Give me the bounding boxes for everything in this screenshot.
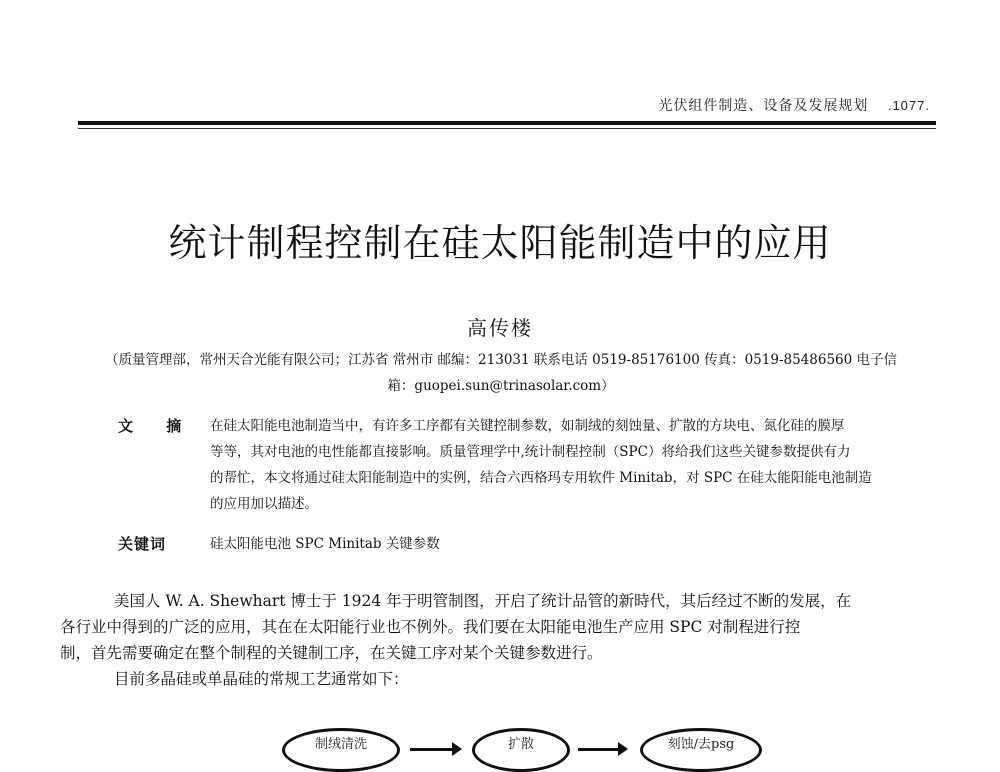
body-line: 目前多晶硅或单晶硅的常规工艺通常如下： — [114, 670, 409, 688]
flow-arrow — [578, 748, 620, 751]
flow-step-etching: 刻蚀/去psg — [640, 728, 762, 772]
affiliation-line-1: （质量管理部，常州天合光能有限公司；江苏省 常州市 邮编：213031 联系电话 0519-85176100 传真：0519-85486560 电子信 — [104, 352, 898, 368]
page-number: .1077. — [887, 98, 930, 113]
process-flowchart — [0, 715, 1000, 760]
header-rule-thin — [78, 128, 936, 129]
abstract-line: 的帮忙，本文将通过硅太阳能制造中的实例，结合六西格玛专用软件 Minitab，对 SPC 在硅太能阳能电池制造 — [210, 470, 872, 486]
abstract-text — [210, 413, 930, 517]
flow-arrow — [410, 748, 454, 751]
flow-step-texturing: 制绒清洗 — [282, 728, 400, 772]
abstract-line: 的应用加以描述。 — [210, 496, 318, 512]
abstract-label: 文 摘 — [118, 417, 196, 435]
affiliation — [70, 347, 932, 399]
flow-step-diffusion: 扩散 — [472, 728, 570, 772]
header-rule-thick — [78, 121, 936, 125]
paper-title: 统计制程控制在硅太阳能制造中的应用 — [168, 221, 832, 265]
body-paragraph-2 — [82, 666, 932, 692]
keywords-label: 关键词 — [118, 535, 167, 553]
abstract-block — [118, 413, 930, 517]
affiliation-line-2: 箱：guopei.sun@trinasolar.com） — [387, 378, 615, 394]
body-line: 各行业中得到的广泛的应用，其在在太阳能行业也不例外。我们要在太阳能电池生产应用 SPC 对制程进行控 — [60, 618, 801, 636]
author-name: 高传楼 — [467, 316, 533, 340]
body-line: 美国人 W. A. Shewhart 博士于 1924 年于明管制图，开启了统计品管的新時代，其后经过不断的发展，在 — [114, 592, 852, 610]
abstract-line: 等等，其对电池的电性能都直接影响。质量管理学中,统计制程控制（SPC）将给我们这些关键参数提供有力 — [210, 444, 851, 460]
keywords-block — [118, 531, 930, 557]
keywords-text: 硅太阳能电池 SPC Minitab 关键参数 — [210, 536, 440, 552]
running-title: 光伏组件制造、设备及发展规划 — [658, 98, 869, 114]
body-line: 制，首先需要确定在整个制程的关键制工序，在关键工序对某个关键参数进行。 — [60, 644, 603, 662]
body-paragraph-1 — [60, 588, 932, 666]
running-header — [658, 95, 930, 115]
abstract-line: 在硅太阳能电池制造当中，有许多工序都有关键控制参数，如制绒的刻蚀量、扩散的方块电、氮化硅的膜厚 — [210, 418, 845, 434]
